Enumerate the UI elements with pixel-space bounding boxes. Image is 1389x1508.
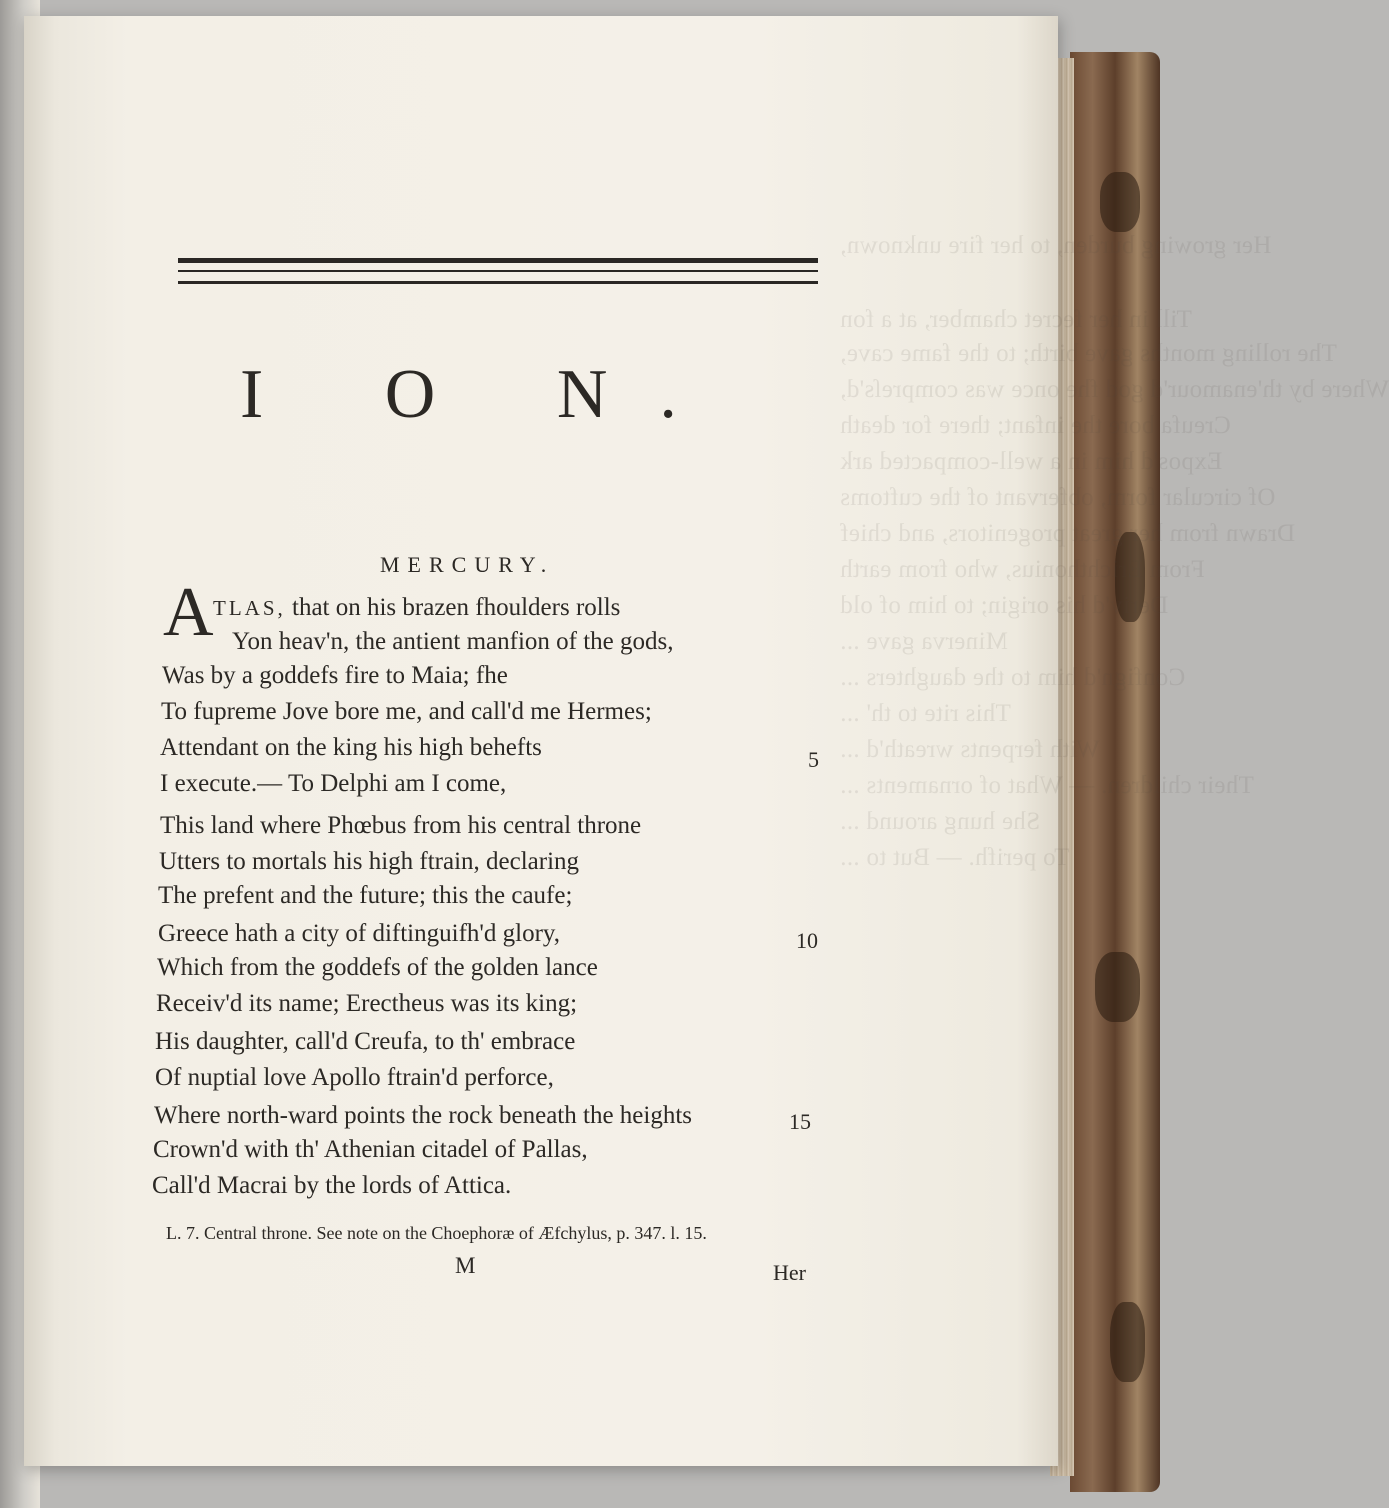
ghost-line: From Erichthonius, who from earth	[840, 556, 1205, 583]
catchword: Her	[773, 1260, 806, 1285]
first-line-rest: that on his brazen fhoulders rolls	[285, 594, 621, 621]
line-number-5: 5	[808, 747, 819, 772]
verse-line: Attendant on the king his high behefts	[160, 734, 542, 761]
cover-wear-mark	[1100, 172, 1140, 232]
ghost-line: Deriv'd his origin; to him of old	[840, 592, 1169, 619]
ghost-line: Expos'd him in a well-compacted ark	[840, 448, 1223, 475]
verse-line: Which from the goddefs of the golden lance	[157, 954, 598, 981]
speaker-heading: MERCURY.	[380, 552, 555, 577]
verse-line: I execute.— To Delphi am I come,	[160, 770, 507, 797]
cover-wear-mark	[1110, 1302, 1145, 1382]
verse-line: His daughter, call'd Creufa, to th' embrace	[155, 1028, 576, 1055]
verse-line: Yon heav'n, the antient manfion of the gods,	[232, 628, 674, 655]
verse-line: The prefent and the future; this the caufe;	[158, 882, 573, 909]
line-number-15: 15	[789, 1109, 811, 1134]
ghost-line: Drawn from her great progenitors, and chief	[840, 520, 1296, 547]
verse-line: Was by a goddefs fire to Maia; fhe	[162, 662, 508, 689]
ghost-line: Till in her fecret chamber, at a fon	[840, 306, 1192, 333]
cover-wear-mark	[1095, 952, 1140, 1022]
ghost-line: Where by th'enamour'd god fhe once was compreſs'd,	[840, 376, 1389, 403]
header-rule-medium	[178, 281, 818, 284]
ghost-line: The rolling months gave birth; to the fame cave,	[840, 340, 1337, 367]
verse-line: To fupreme Jove bore me, and call'd me Hermes;	[161, 698, 652, 725]
ghost-line: Of circular form, obfervant of the cuftoms	[840, 484, 1276, 511]
ghost-line: She hung around ...	[840, 808, 1041, 835]
verse-line: Greece hath a city of diftinguifh'd glory,	[158, 920, 561, 947]
ghost-line: To perifh. — But to ...	[840, 844, 1070, 871]
header-rule-thick	[178, 258, 818, 263]
signature-mark: M	[455, 1253, 476, 1278]
ghost-line: This rite to th' ...	[840, 700, 1011, 727]
ghost-line: Creufa bore the infant; there for death	[840, 412, 1231, 439]
drop-cap: A	[163, 574, 214, 651]
ghost-line: Her growing burden, to her fire unknown,	[840, 232, 1272, 259]
verse-line: Call'd Macrai by the lords of Attica.	[152, 1172, 512, 1199]
line-number-10: 10	[796, 928, 818, 953]
first-line-caps: TLAS,	[213, 596, 286, 620]
ghost-line: Minerva gave ...	[840, 628, 1008, 655]
verse-line: Crown'd with th' Athenian citadel of Pallas,	[153, 1136, 588, 1163]
ghost-line: Their children. — What of ornaments ...	[840, 772, 1254, 799]
header-rule-thin	[178, 270, 818, 272]
verse-line: This land where Phœbus from his central throne	[160, 812, 642, 839]
verse-line: Utters to mortals his high ftrain, declaring	[159, 848, 580, 875]
verse-line: Where north-ward points the rock beneath the heights	[154, 1102, 693, 1129]
verse-line: Of nuptial love Apollo ftrain'd perforce,	[155, 1064, 554, 1091]
verse-line: Receiv'd its name; Erecthеus was its king;	[156, 990, 578, 1017]
verse-line-1	[213, 594, 620, 622]
footnote: L. 7. Central throne. See note on the Choephoræ of Æfchylus, p. 347. l. 15.	[166, 1223, 707, 1243]
ghost-line: With ferpents wreath'd ...	[840, 736, 1100, 763]
ghost-line: Confign'd him to the daughters ...	[840, 664, 1186, 691]
page-title: I O N.	[240, 356, 729, 433]
